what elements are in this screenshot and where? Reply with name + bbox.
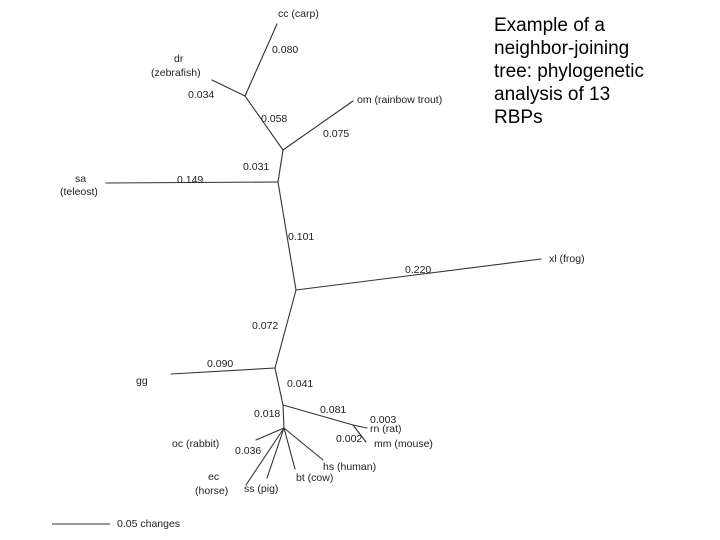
taxon-label-ec-common: (horse)	[195, 485, 229, 497]
caption-line: tree: phylogenetic	[494, 61, 644, 82]
taxon-label-sa: sa	[75, 173, 87, 185]
taxon-label-xl: xl (frog)	[549, 253, 585, 265]
branch-length-center-to-gg: 0.072	[252, 320, 279, 332]
taxon-label-cc: cc (carp)	[278, 8, 319, 20]
figure-caption	[494, 14, 710, 129]
taxon-label-om: om (rainbow trout)	[357, 94, 443, 106]
branch-length-mammal-inner: 0.018	[254, 408, 281, 420]
branch-length-cc: 0.080	[272, 44, 299, 56]
branch-length-rodents-stem: 0.081	[320, 404, 347, 416]
caption-line: RBPs	[494, 107, 543, 128]
scale-bar-label: 0.05 changes	[117, 518, 181, 530]
taxon-label-oc: oc (rabbit)	[172, 438, 220, 450]
branch-length-om: 0.075	[323, 128, 350, 140]
branch-length-dr: 0.034	[188, 89, 215, 101]
branch-length-fish-to-center: 0.101	[288, 231, 315, 243]
taxon-label-sa-common: (teleost)	[60, 186, 98, 198]
branch-length-mm: 0.002	[336, 433, 363, 445]
branch-length-rn: 0.003	[370, 414, 397, 426]
branch-length-fish-inner: 0.058	[261, 113, 288, 125]
taxon-label-dr: dr	[174, 53, 184, 65]
branch-length-sa: 0.149	[177, 174, 204, 186]
branch-cc	[245, 24, 277, 96]
taxon-label-mm: mm (mouse)	[374, 438, 433, 450]
taxon-label-bt: bt (cow)	[296, 472, 334, 484]
caption-line: analysis of 13	[494, 84, 611, 105]
branch-dr	[212, 80, 245, 96]
caption-line: neighbor-joining	[494, 38, 630, 59]
branch-length-oc: 0.036	[235, 445, 262, 457]
branch-fish-stem	[278, 150, 283, 182]
branch-mammal-inner	[283, 405, 284, 428]
taxon-label-gg: gg	[136, 375, 148, 387]
taxon-label-dr-common: (zebrafish)	[151, 67, 201, 79]
branch-bt	[284, 428, 295, 469]
branch-length-fish-stem: 0.031	[243, 161, 270, 173]
branch-length-xl: 0.220	[405, 264, 432, 276]
branch-ss	[267, 428, 284, 478]
caption-line: Example of a	[494, 15, 605, 36]
branch-hs	[284, 428, 323, 460]
branch-length-gg-node-to-mammals: 0.041	[287, 378, 314, 390]
taxon-label-ec: ec	[208, 471, 220, 483]
scale-bar	[52, 518, 180, 530]
branch-om	[283, 101, 353, 150]
taxon-label-hs: hs (human)	[323, 461, 377, 473]
taxon-label-ss: ss (pig)	[244, 483, 279, 495]
branch-gg-node-to-mammals	[275, 368, 283, 405]
branch-length-gg: 0.090	[207, 358, 234, 370]
taxon-label-rn: rn (rat)	[370, 423, 402, 435]
